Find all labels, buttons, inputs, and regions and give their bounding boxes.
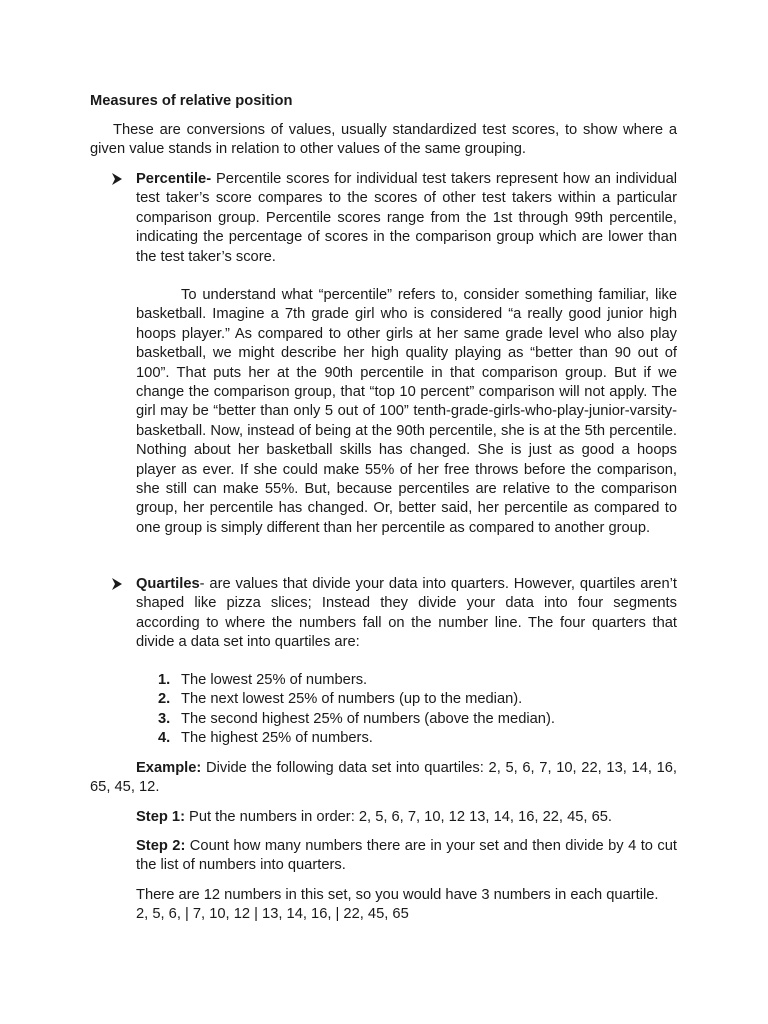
step-1-paragraph bbox=[136, 808, 677, 827]
conclusion-line-1: There are 12 numbers in this set, so you would have 3 numbers in each quartile. bbox=[136, 887, 659, 903]
intro-paragraph: These are conversions of values, usually standardized test scores, to show where a given value stands in relation to other values of the same grouping. bbox=[90, 122, 677, 158]
percentile-definition-text: Percentile scores for individual test takers represent how an individual test taker’s score compares to the scores of other test takers within a particular comparison group. Percentile scores range from the 1st through 99th percentile, indicating the percentage of scores in the comparison group which are lower than the test taker’s score. bbox=[136, 171, 677, 265]
quartiles-list bbox=[158, 671, 555, 749]
list-item bbox=[158, 690, 555, 709]
list-number: 4. bbox=[158, 730, 171, 747]
list-text: The lowest 25% of numbers. bbox=[181, 672, 368, 688]
list-item bbox=[158, 671, 555, 690]
list-number: 3. bbox=[158, 710, 171, 727]
arrowhead-bullet-icon bbox=[110, 172, 124, 186]
percentile-term: Percentile- bbox=[136, 171, 212, 187]
quartiles-bullet bbox=[110, 575, 677, 653]
quartiles-definition bbox=[136, 575, 677, 653]
quartiles-term: Quartiles bbox=[136, 576, 200, 592]
list-item bbox=[158, 710, 555, 729]
example-label: Example: bbox=[136, 760, 202, 776]
list-item bbox=[158, 729, 555, 748]
list-number: 1. bbox=[158, 672, 171, 688]
step-2-paragraph bbox=[136, 837, 677, 876]
example-paragraph bbox=[90, 759, 677, 798]
example-text: Divide the following data set into quartiles: 2, 5, 6, 7, 10, 22, 13, 14, 16, 65, 45, 12. bbox=[90, 760, 677, 796]
step-1-label: Step 1: bbox=[136, 809, 185, 825]
list-text: The highest 25% of numbers. bbox=[181, 730, 373, 747]
section-heading: Measures of relative position bbox=[90, 93, 293, 109]
step-1-text: Put the numbers in order: 2, 5, 6, 7, 10, 12 13, 14, 16, 22, 45, 65. bbox=[184, 809, 613, 825]
arrowhead-bullet-icon bbox=[110, 577, 124, 591]
percentile-bullet bbox=[110, 170, 677, 267]
list-text: The next lowest 25% of numbers (up to the median). bbox=[181, 691, 523, 708]
quartiles-definition-text: - are values that divide your data into quarters. However, quartiles aren’t shaped like pizza slices; Instead they divide your data into four segments according to where the numbers fall on the number line. The four quarters that divide a data set into quartiles are: bbox=[136, 576, 677, 651]
percentile-explanation: To understand what “percentile” refers to, consider something familiar, like basketball. Imagine a 7th grade girl who is considered “a really good junior high hoops player.” As compared to other girls at her same grade level who also play basketball, we might describe her high quality playing as “better than 90 out of 100”. That puts her at the 90th percentile in that comparison group. But if we change the comparison group, that “top 10 percent” comparison will not apply. The girl may be “better than only 5 out of 100” tenth-grade-girls-who-play-junior-varsity-basketball. Now, instead of being at the 90th percentile, she is at the 5th percentile. Nothing about her basketball skills has changed. She is just as good a hoops player as ever. If she could make 55% of her free throws before the comparison, she still can make 55%. But, because percentiles are relative to the comparison group, her percentile has changed. Or, better said, her percentile as compared to one group is simply different than her percentile as compared to another group. bbox=[136, 287, 677, 536]
step-2-label: Step 2: bbox=[136, 838, 186, 854]
list-text: The second highest 25% of numbers (above the median). bbox=[181, 710, 555, 727]
step-2-text: Count how many numbers there are in your set and then divide by 4 to cut the list of numbers into quarters. bbox=[136, 838, 678, 874]
percentile-definition bbox=[136, 170, 677, 267]
list-number: 2. bbox=[158, 691, 171, 708]
conclusion-line-2: 2, 5, 6, | 7, 10, 12 | 13, 14, 16, | 22, 45, 65 bbox=[136, 906, 409, 922]
